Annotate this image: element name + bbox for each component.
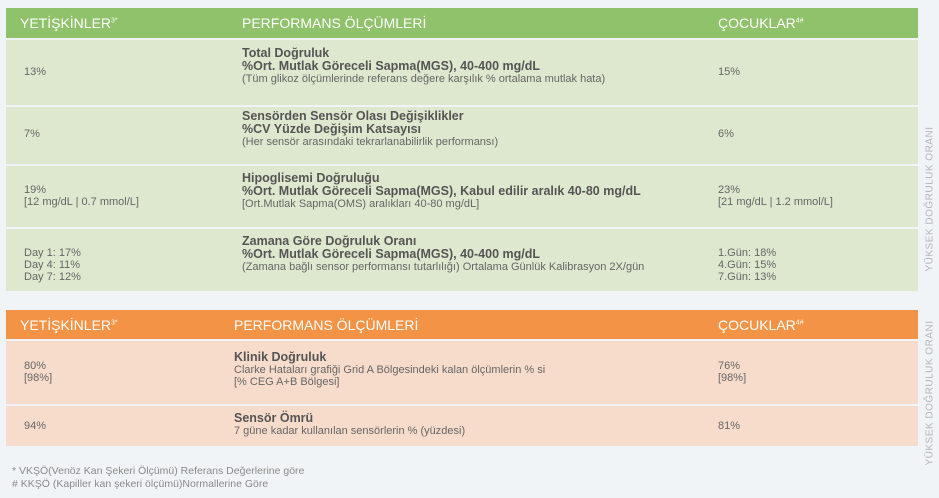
header-metrics: PERFORMANS ÖLÇÜMLERİ bbox=[234, 317, 419, 333]
adult-values bbox=[24, 360, 52, 384]
child-values bbox=[718, 360, 746, 384]
metric-subtitle: %CV Yüzde Değişim Katsayısı bbox=[242, 122, 422, 136]
footnote: * VKŞÖ(Venöz Kan Şekeri Ölçümü) Referans Değerlerine göre bbox=[12, 465, 305, 477]
adult-value: [12 mg/dL | 0.7 mmol/L] bbox=[24, 196, 139, 208]
green-table-header bbox=[6, 8, 918, 38]
table-row bbox=[6, 40, 918, 105]
adult-value: Day 4: 11% bbox=[24, 259, 81, 271]
header-children: $ÇOCUKLAR^{4\#}$ bbox=[718, 317, 804, 333]
footnote: # KKŞÖ (Kapiller kan şekeri ölçümü)Normallerine Göre bbox=[12, 478, 269, 490]
metric-title: Hipoglisemi Doğruluğu bbox=[242, 171, 380, 185]
metric-title: Zamana Göre Doğruluk Oranı bbox=[242, 234, 417, 248]
adult-values bbox=[24, 247, 81, 283]
child-value: 81% bbox=[718, 420, 741, 432]
adult-value: 80% bbox=[24, 360, 47, 372]
metric-line: [% CEG A+B Bölgesi] bbox=[234, 376, 340, 388]
child-value: [98%] bbox=[718, 372, 747, 384]
child-value: [21 mg/dL | 1.2 mmol/L] bbox=[718, 196, 833, 208]
metric-subtitle: %Ort. Mutlak Göreceli Sapma(MGS), 40-400 mg/dL bbox=[242, 59, 540, 73]
header-metrics: PERFORMANS ÖLÇÜMLERİ bbox=[242, 15, 427, 31]
green-performance-table bbox=[6, 8, 918, 291]
child-value: 1.Gün: 18% bbox=[718, 247, 777, 259]
adult-values bbox=[24, 184, 139, 208]
metric-line: Clarke Hataları grafiği Grid A Bölgesindeki kalan ölçümlerin % si bbox=[234, 364, 546, 376]
side-label-orange: YÜKSEK DOĞRULUK ORANI bbox=[924, 320, 936, 466]
adult-value: Day 1: 17% bbox=[24, 247, 81, 259]
child-value: 76% bbox=[718, 360, 741, 372]
adult-value: 7% bbox=[24, 128, 40, 140]
adult-value: 19% bbox=[24, 184, 47, 196]
child-value: 7.Gün: 13% bbox=[718, 271, 777, 283]
metric-title: Klinik Doğruluk bbox=[234, 350, 327, 364]
orange-performance-table bbox=[6, 310, 918, 446]
table-row bbox=[6, 107, 918, 164]
child-value: 15% bbox=[718, 66, 741, 78]
header-adults: $YETİŞKİNLER^{3*}$ bbox=[20, 317, 118, 333]
footnotes bbox=[12, 465, 304, 491]
table-row bbox=[6, 406, 918, 446]
child-values bbox=[718, 247, 776, 283]
side-label-green: YÜKSEK DOĞRULUK ORANI bbox=[924, 126, 936, 272]
metric-note: (Zamana bağlı sensor performansı tutarlılığı) Ortalama Günlük Kalibrasyon 2X/gün bbox=[242, 261, 645, 273]
metric-title: Sensörden Sensör Olası Değişiklikler bbox=[242, 109, 464, 123]
metric-title: Total Doğruluk bbox=[242, 46, 330, 60]
metric-subtitle: %Ort. Mutlak Göreceli Sapma(MGS), 40-400 mg/dL bbox=[242, 247, 540, 261]
child-values bbox=[718, 184, 833, 208]
table-row bbox=[6, 341, 918, 404]
adult-value: Day 7: 12% bbox=[24, 271, 81, 283]
adult-value: [98%] bbox=[24, 372, 53, 384]
table-row bbox=[6, 229, 918, 291]
metric-line: 7 güne kadar kullanılan sensörlerin % (yüzdesi) bbox=[234, 425, 466, 437]
table-row bbox=[6, 166, 918, 227]
metric-title: Sensör Ömrü bbox=[234, 411, 314, 425]
metric-subtitle: %Ort. Mutlak Göreceli Sapma(MGS), Kabul edilir aralık 40-80 mg/dL bbox=[242, 184, 641, 198]
metric-note: (Tüm glikoz ölçümlerinde referans değere karşılık % ortalama mutlak hata) bbox=[242, 73, 606, 85]
header-children: $ÇOCUKLAR^{4\#}$ bbox=[718, 15, 804, 31]
metric-note: [Ort.Mutlak Sapma(OMS) aralıkları 40-80 mg/dL] bbox=[242, 198, 480, 210]
header-adults: $YETİŞKİNLER^{3*}$ bbox=[20, 15, 118, 31]
adult-value: 13% bbox=[24, 66, 47, 78]
child-value: 6% bbox=[718, 128, 734, 140]
metric-note: (Her sensör arasındaki tekrarlanabilirlik performansı) bbox=[242, 136, 499, 148]
adult-value: 94% bbox=[24, 420, 47, 432]
child-value: 4.Gün: 15% bbox=[718, 259, 777, 271]
orange-table-header bbox=[6, 310, 918, 339]
child-value: 23% bbox=[718, 184, 741, 196]
